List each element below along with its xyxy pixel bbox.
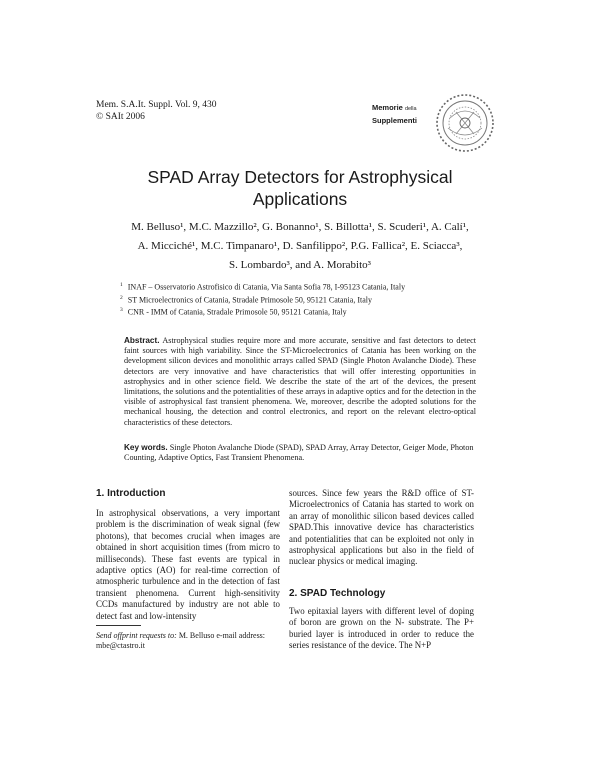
spad-technology-paragraph: Two epitaxial layers with different level of doping of boron are grown on the N- substrate. The P+ buried layer is introduced in order to reduce the series resistance of the device. The N+P xyxy=(289,606,474,651)
logo-seal-icon xyxy=(434,92,496,154)
journal-citation: Mem. S.A.It. Suppl. Vol. 9, 430 xyxy=(96,100,217,110)
keywords-text: Single Photon Avalanche Diode (SPAD), SPAD Array, Array Detector, Geiger Mode, Photon Counting, Adaptive Optics, Fast Transient Phenomena. xyxy=(124,443,474,463)
spad-technology-column xyxy=(289,606,474,652)
author-list xyxy=(96,218,504,275)
logo-subtitle: Supplementi xyxy=(372,116,418,125)
keywords-label: Key words. xyxy=(124,443,168,452)
title-line-2: Applications xyxy=(252,189,348,209)
affiliations xyxy=(120,280,405,318)
authors-line-3: S. Lombardo³, and A. Morabito³ xyxy=(229,259,371,271)
introduction-continuation: sources. Since few years the R&D office of ST-Microelectronics of Catania has started to work on an array of monolithic silicon based devices called SPAD.This innovative device has characteristics and potentialities that can be exploited not only in astrophysical applications but also in the field of nuclear physics or medical imaging. xyxy=(289,488,474,567)
introduction-column-left xyxy=(96,508,280,622)
section-heading-spad-technology: 2. SPAD Technology xyxy=(289,588,386,599)
journal-header xyxy=(96,99,217,123)
footnote-text: M. Belluso e-mail address: mbe@ctastro.it xyxy=(96,631,266,650)
logo-della: della xyxy=(404,106,417,112)
affiliation-2: $^2$ ST Microelectronics of Catania, Stradale Primosole 50, 95121 Catania, Italy xyxy=(120,294,372,305)
abstract-label: Abstract. xyxy=(124,336,160,345)
abstract-text: Astrophysical studies require more and more accurate, sensitive and fast detectors to detect faint sources with high variability. Since the ST-Microelectronics of Catania has been working on the development silicon devices and monolithic arrays called SPAD (Single Photon Avalanche Diode). These detectors are very innovative and have characteristics that will offer interesting opportunities in astrophysics and in other science field. We describe the state of the art of the devices, the present limitations, the solutions and the potentialities of these arrays in adaptive optics and for the detection in the visible of astrophysical fast transient phenomena. We, moreover, describe the adopted solutions for the mechanical housing, the detection and control electronics, and report on the relevant electro-optical characteristics of these detectors. xyxy=(124,336,476,427)
section-heading-introduction: 1. Introduction xyxy=(96,488,166,499)
footnote-rule xyxy=(96,625,141,626)
journal-logo xyxy=(372,92,498,154)
logo-title: Memorie xyxy=(372,103,403,112)
affiliation-3: $^3$ CNR - IMM of Catania, Stradale Primosole 50, 95121 Catania, Italy xyxy=(120,307,347,317)
footnote-label: Send offprint requests to: xyxy=(96,631,177,640)
copyright-line: © SAIt 2006 xyxy=(96,112,145,122)
authors-line-2: A. Micciché¹, M.C. Timpanaro¹, D. Sanfilippo², P.G. Fallica², E. Sciacca³, xyxy=(137,240,463,252)
title-line-1: SPAD Array Detectors for Astrophysical xyxy=(147,167,453,187)
affiliation-1: $^1$ INAF – Osservatorio Astrofisico di Catania, Via Santa Sofia 78, I-95123 Catania, Italy xyxy=(120,282,406,292)
authors-line-1: M. Belluso¹, M.C. Mazzillo², G. Bonanno¹, S. Billotta¹, S. Scuderi¹, A. Calí¹, xyxy=(131,221,469,233)
abstract xyxy=(124,336,476,428)
logo-text xyxy=(372,102,417,126)
paper-title xyxy=(90,166,510,210)
keywords xyxy=(124,443,476,463)
footnote xyxy=(96,631,280,651)
introduction-column-right xyxy=(289,488,474,568)
introduction-paragraph: In astrophysical observations, a very important problem is the discrimination of weak signal (few photons), that becomes crucial when images are obtained in short acquisition times (from micro to milliseconds). These fast events are typical in adaptive optics (AO) for real-time correction of atmospheric turbulence and in the detection of fast transient phenomena. Current high-sensitivity CCDs manufactured by industry are not able to detect fast and low-intensity xyxy=(96,508,280,621)
